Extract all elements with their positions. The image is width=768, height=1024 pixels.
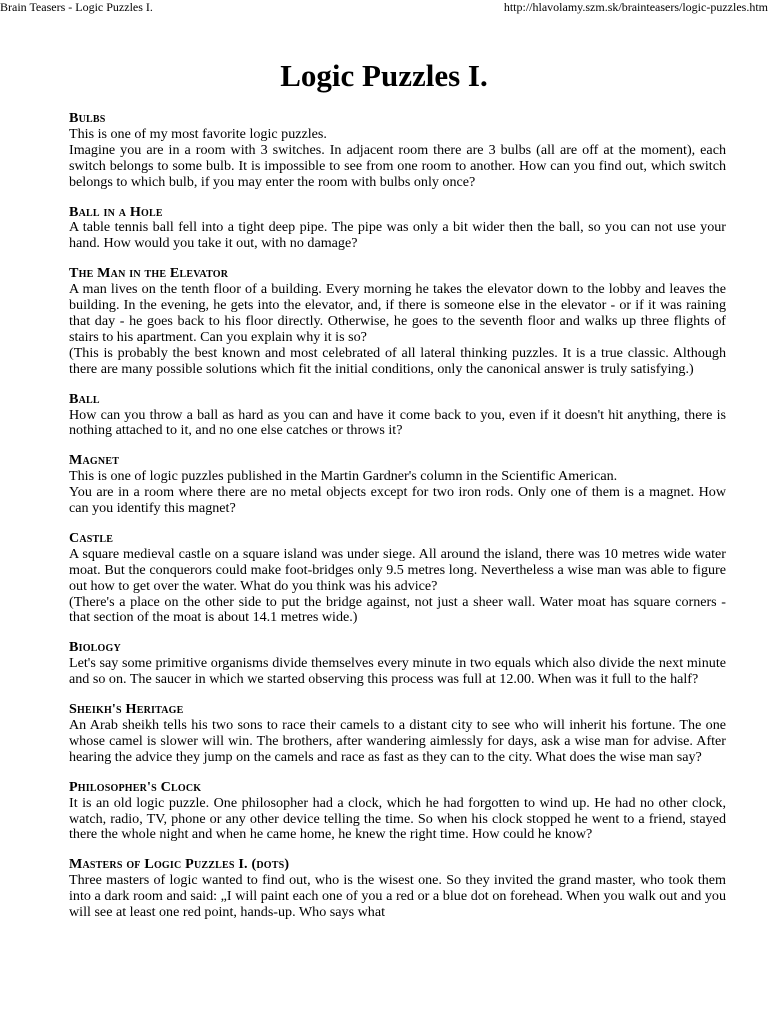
puzzle-section bbox=[69, 453, 726, 517]
puzzle-section bbox=[69, 266, 726, 377]
puzzle-heading: Bulbs bbox=[69, 110, 106, 126]
page-title: Logic Puzzles I. bbox=[280, 58, 488, 93]
puzzle-section bbox=[69, 111, 726, 191]
header-page-title: Brain Teasers - Logic Puzzles I. bbox=[0, 0, 153, 14]
header-url: http://hlavolamy.szm.sk/brainteasers/logic-puzzles.htm bbox=[503, 0, 768, 14]
puzzle-section bbox=[69, 857, 726, 921]
puzzle-heading: Ball in a Hole bbox=[69, 203, 163, 220]
puzzle-heading: Castle bbox=[69, 529, 114, 546]
puzzle-heading: Masters of Logic Puzzles I. (dots) bbox=[69, 856, 290, 873]
puzzle-text: This is one of logic puzzles published in the Martin Gardner's column in the Scientific American. bbox=[69, 468, 618, 485]
puzzle-heading: The Man in the Elevator bbox=[69, 265, 229, 282]
puzzle-heading: Ball bbox=[69, 390, 100, 407]
puzzle-section bbox=[69, 702, 726, 766]
puzzle-text: You are in a room where there are no metal objects except for two iron rods. Only one of them is a magnet. How can you identify this magnet? bbox=[69, 484, 726, 517]
puzzle-text: An Arab sheikh tells his two sons to race their camels to a distant city to see who will inherit his fortune. The one whose camel is slower will win. The brothers, after wandering aimlessly for days, ask a wise man for advise. After hearing the advice they jump on the camels and race as fast as they can to the city. What does the wise man say? bbox=[69, 717, 726, 765]
puzzle-text: A square medieval castle on a square island was under siege. All around the island, there was 10 metres wide water moat. But the conquerors could make foot-bridges only 9.5 metres long. Nevertheless a wise man was able to figure out how to get over the water. What do you think was his advice? bbox=[69, 545, 726, 594]
puzzle-heading: Sheikh's Heritage bbox=[69, 701, 184, 718]
puzzle-list bbox=[69, 111, 726, 935]
puzzle-text: This is one of my most favorite logic puzzles. bbox=[69, 125, 327, 142]
puzzle-section bbox=[69, 205, 726, 253]
puzzle-heading: Philosopher's Clock bbox=[69, 778, 202, 795]
puzzle-heading: Magnet bbox=[69, 452, 120, 469]
puzzle-text: How can you throw a ball as hard as you can and have it come back to you, even if it doesn't hit anything, there is nothing attached to it, and no one else catches or throws it? bbox=[69, 406, 726, 439]
puzzle-text: (This is probably the best known and most celebrated of all lateral thinking puzzles. It is a true classic. Although there are many possible solutions which fit the initial conditions, only the canonical answer is truly satisfying.) bbox=[69, 344, 726, 377]
puzzle-text: It is an old logic puzzle. One philosopher had a clock, which he had forgotten to wind up. He had no other clock, watch, radio, TV, phone or any other device telling the time. So when his clock stopped he went to a friend, stayed there the whole night and when he came home, he knew the right time. How could he know? bbox=[69, 794, 726, 843]
puzzle-text: A table tennis ball fell into a tight deep pipe. The pipe was only a bit wider then the ball, so you can not use your hand. How would you take it out, with no damage? bbox=[69, 219, 726, 252]
puzzle-text: A man lives on the tenth floor of a building. Every morning he takes the elevator down to the lobby and leaves the building. In the evening, he gets into the elevator, and, if there is someone else in the elevator - or if it was raining that day - he goes back to his floor directly. Otherwise, he goes to the seventh floor and walks up three flights of stairs to his apartment. Can you explain why it is so? bbox=[69, 281, 726, 345]
puzzle-section bbox=[69, 531, 726, 626]
puzzle-section bbox=[69, 780, 726, 844]
puzzle-section bbox=[69, 392, 726, 440]
puzzle-text: Imagine you are in a room with 3 switches. In adjacent room there are 3 bulbs (all are off at the moment), each switch belongs to some bulb. It is impossible to see from one room to another. How can you find out, which switch belongs to which bulb, if you may enter the room with bulbs only once? bbox=[69, 141, 726, 190]
page-header bbox=[0, 0, 768, 16]
puzzle-heading: Biology bbox=[69, 639, 121, 656]
puzzle-section bbox=[69, 640, 726, 688]
puzzle-text: Three masters of logic wanted to find out, who is the wisest one. So they invited the grand master, who took them into a dark room and said: „I will paint each one of you a red or a blue dot on forehead. When you walk out and you will see at least one red point, hands-up. Who says what bbox=[69, 872, 726, 921]
puzzle-text: Let's say some primitive organisms divide themselves every minute in two equals which also divide the next minute and so on. The saucer in which we started observing this process was full at 12.00. When was it full to the half? bbox=[69, 655, 726, 688]
puzzle-text: (There's a place on the other side to put the bridge against, not just a sheer wall. Water moat has square corners - that section of the moat is about 14.1 metres wide.) bbox=[69, 593, 726, 626]
